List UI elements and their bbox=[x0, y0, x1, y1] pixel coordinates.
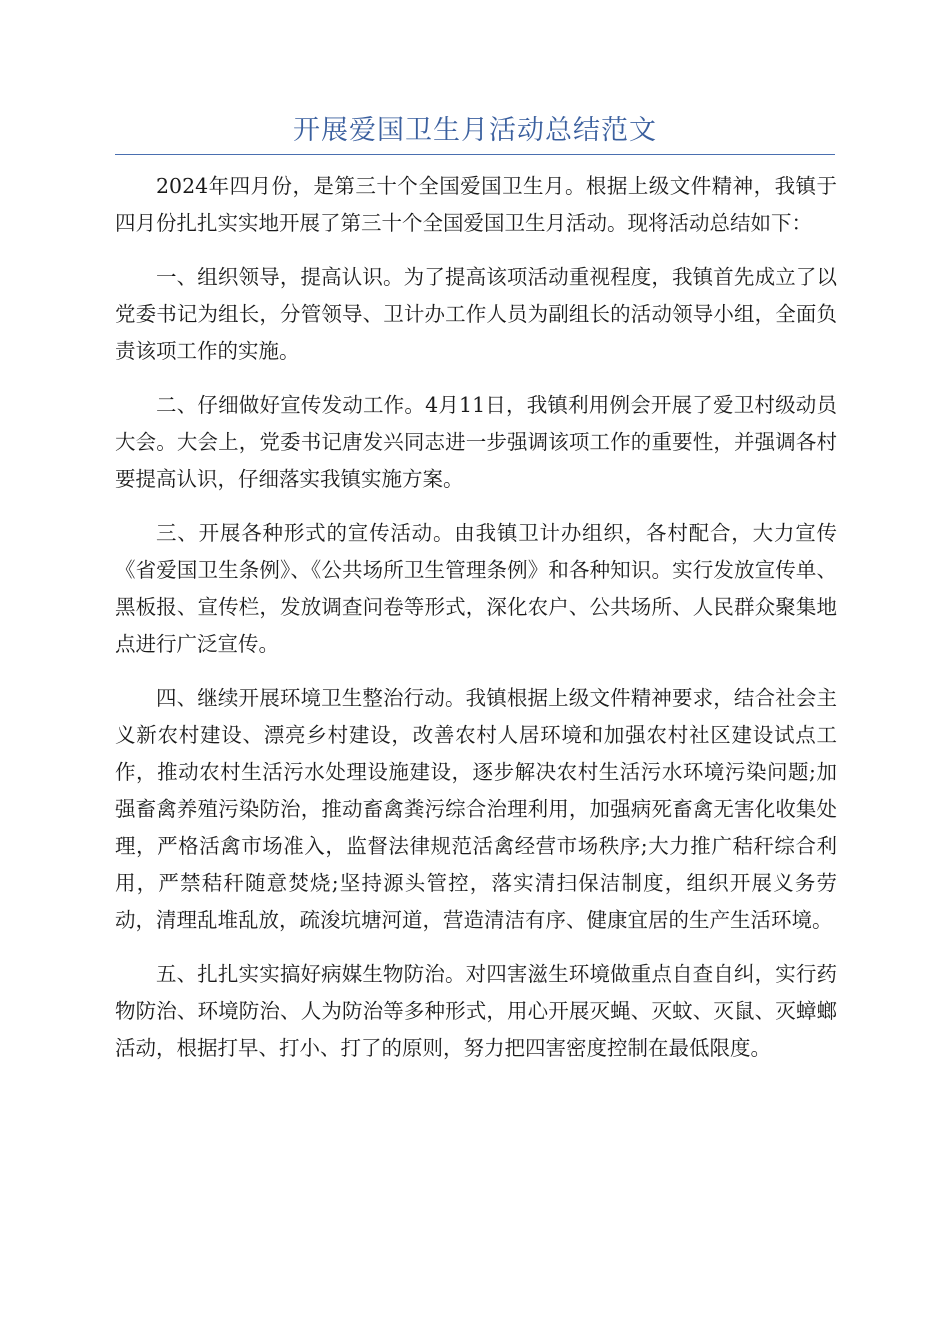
paragraph-section-3: 三、开展各种形式的宣传活动。由我镇卫计办组织，各村配合，大力宣传《省爱国卫生条例》、《公共场所卫生管理条例》和各种知识。实行发放宣传单、黑板报、宣传栏，发放调查问卷等形式，深化农户、公共场所、人民群众聚集地点进行广泛宣传。 bbox=[115, 521, 837, 656]
paragraph-section-1: 一、组织领导，提高认识。为了提高该项活动重视程度，我镇首先成立了以党委书记为组长，分管领导、卫计办工作人员为副组长的活动领导小组，全面负责该项工作的实施。 bbox=[115, 265, 837, 363]
title-underline bbox=[115, 154, 835, 155]
document-title: 开展爱国卫生月活动总结范文 bbox=[293, 115, 657, 146]
paragraph-section-2: 二、仔细做好宣传发动工作。4月11日，我镇利用例会开展了爱卫村级动员大会。大会上，党委书记唐发兴同志进一步强调该项工作的重要性，并强调各村要提高认识，仔细落实我镇实施方案。 bbox=[115, 393, 837, 491]
document-body bbox=[115, 168, 837, 1084]
paragraph-section-5: 五、扎扎实实搞好病媒生物防治。对四害滋生环境做重点自查自纠，实行药物防治、环境防治、人为防治等多种形式，用心开展灭蝇、灭蚊、灭鼠、灭蟑螂活动，根据打早、打小、打了的原则，努力把四害密度控制在最低限度。 bbox=[115, 962, 837, 1060]
paragraph-section-4: 四、继续开展环境卫生整治行动。我镇根据上级文件精神要求，结合社会主义新农村建设、漂亮乡村建设，改善农村人居环境和加强农村社区建设试点工作，推动农村生活污水处理设施建设，逐步解决农村生活污水环境污染问题;加强畜禽养殖污染防治，推动畜禽粪污综合治理利用，加强病死畜禽无害化收集处理，严格活禽市场准入，监督法律规范活禽经营市场秩序;大力推广秸秆综合利用，严禁秸秆随意焚烧;坚持源头管控，落实清扫保洁制度，组织开展义务劳动，清理乱堆乱放，疏浚坑塘河道，营造清洁有序、健康宜居的生产生活环境。 bbox=[115, 686, 837, 932]
paragraph-intro: 2024年四月份，是第三十个全国爱国卫生月。根据上级文件精神，我镇于四月份扎扎实实地开展了第三十个全国爱国卫生月活动。现将活动总结如下： bbox=[115, 174, 837, 235]
